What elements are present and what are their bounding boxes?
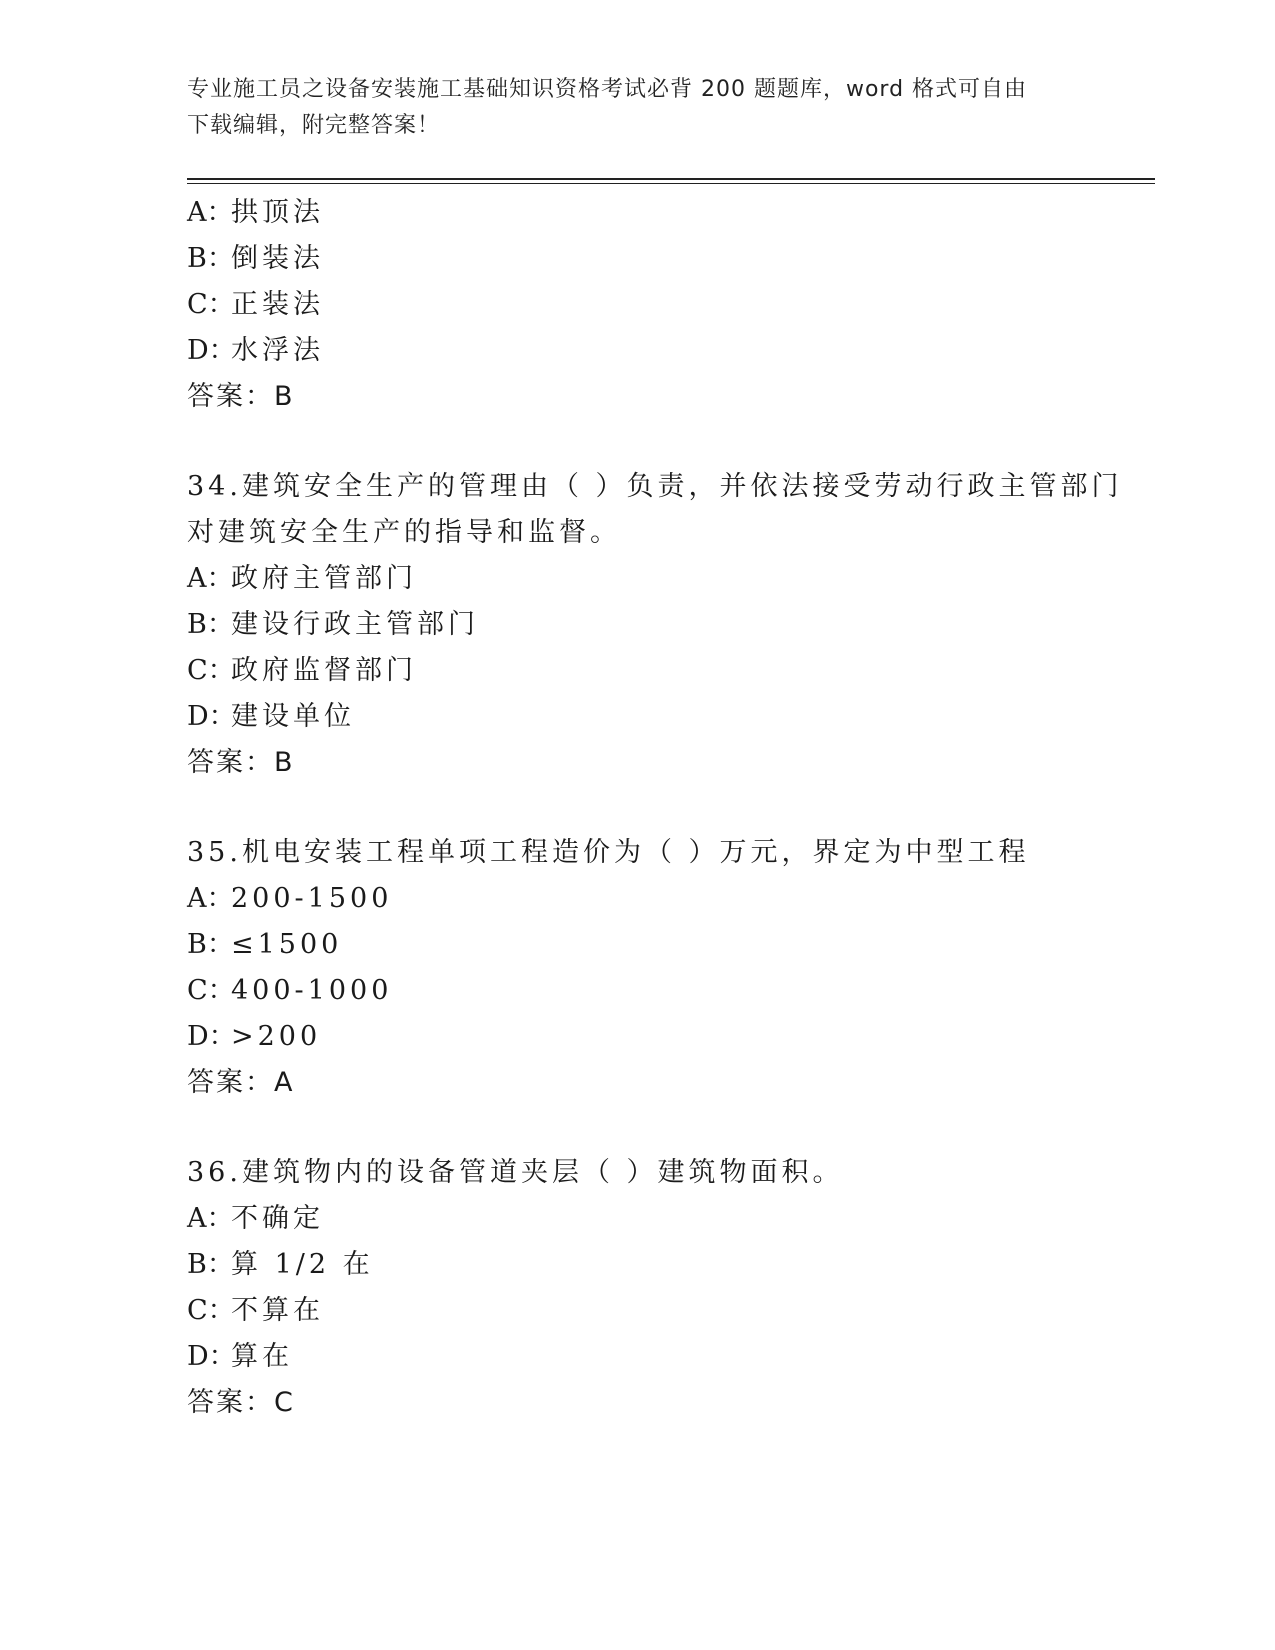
option-b: [187, 1242, 1087, 1288]
option-text: 政府监督部门: [231, 655, 417, 686]
option-a: [187, 190, 1087, 236]
option-text: 200-1500: [231, 883, 393, 914]
header-rule-thin: [187, 183, 1155, 184]
option-text: 建设单位: [231, 701, 355, 732]
option-d: [187, 694, 1087, 740]
option-a: [187, 556, 1087, 602]
option-text: 水浮法: [231, 335, 324, 366]
option-key: B：: [187, 929, 234, 960]
option-text: ≤1500: [231, 929, 343, 960]
answer-line: 答案：A: [187, 1067, 295, 1098]
header-line-1: 专业施工员之设备安装施工基础知识资格考试必背 200 题题库，word 格式可自由: [187, 77, 1028, 102]
option-a: [187, 1196, 1087, 1242]
option-key: D：: [187, 1021, 236, 1052]
question-stem-line-1: 35.机电安装工程单项工程造价为（ ）万元，界定为中型工程: [187, 837, 1030, 868]
option-text: >200: [231, 1021, 322, 1052]
option-text: 倒装法: [231, 243, 324, 274]
option-text: 算在: [231, 1341, 293, 1372]
option-b: [187, 922, 1087, 968]
question-34: [187, 464, 1123, 786]
option-text: 不确定: [231, 1203, 324, 1234]
option-text: 建设行政主管部门: [231, 609, 479, 640]
option-key: C：: [187, 655, 235, 686]
option-b: [187, 236, 1087, 282]
option-d: [187, 1014, 1087, 1060]
question-stem-line-2: 对建筑安全生产的指导和监督。: [187, 517, 621, 548]
question-36: [187, 1150, 1087, 1426]
option-text: 不算在: [231, 1295, 324, 1326]
option-text: 算 1/2 在: [231, 1249, 374, 1280]
option-c: [187, 1288, 1087, 1334]
answer-line: 答案：C: [187, 1387, 295, 1418]
option-d: [187, 328, 1087, 374]
option-key: D：: [187, 1341, 236, 1372]
option-text: 400-1000: [231, 975, 393, 1006]
option-key: A：: [187, 1203, 234, 1234]
question-content: [187, 190, 1123, 1426]
option-d: [187, 1334, 1087, 1380]
question-35: [187, 830, 1087, 1106]
answer-line: 答案：B: [187, 747, 295, 778]
header-line-2: 下载编辑，附完整答案！: [187, 113, 441, 138]
option-key: B：: [187, 1249, 234, 1280]
option-key: A：: [187, 563, 234, 594]
option-key: C：: [187, 975, 235, 1006]
option-key: C：: [187, 1295, 235, 1326]
option-c: [187, 648, 1087, 694]
question-33: [187, 190, 1087, 420]
option-text: 拱顶法: [231, 197, 324, 228]
question-stem-line-1: 36.建筑物内的设备管道夹层（ ）建筑物面积。: [187, 1157, 844, 1188]
option-key: C：: [187, 289, 235, 320]
option-text: 正装法: [231, 289, 324, 320]
option-key: B：: [187, 609, 234, 640]
option-key: D：: [187, 335, 236, 366]
option-key: A：: [187, 197, 234, 228]
option-c: [187, 968, 1087, 1014]
option-text: 政府主管部门: [231, 563, 417, 594]
option-key: A：: [187, 883, 234, 914]
option-a: [187, 876, 1087, 922]
option-c: [187, 282, 1087, 328]
option-b: [187, 602, 1087, 648]
header-rule-thick: [187, 178, 1155, 180]
answer-line: 答案：B: [187, 381, 295, 412]
option-key: B：: [187, 243, 234, 274]
document-header: [187, 72, 1087, 144]
option-key: D：: [187, 701, 236, 732]
question-stem-line-1: 34.建筑安全生产的管理由（ ）负责，并依法接受劳动行政主管部门: [187, 471, 1123, 502]
